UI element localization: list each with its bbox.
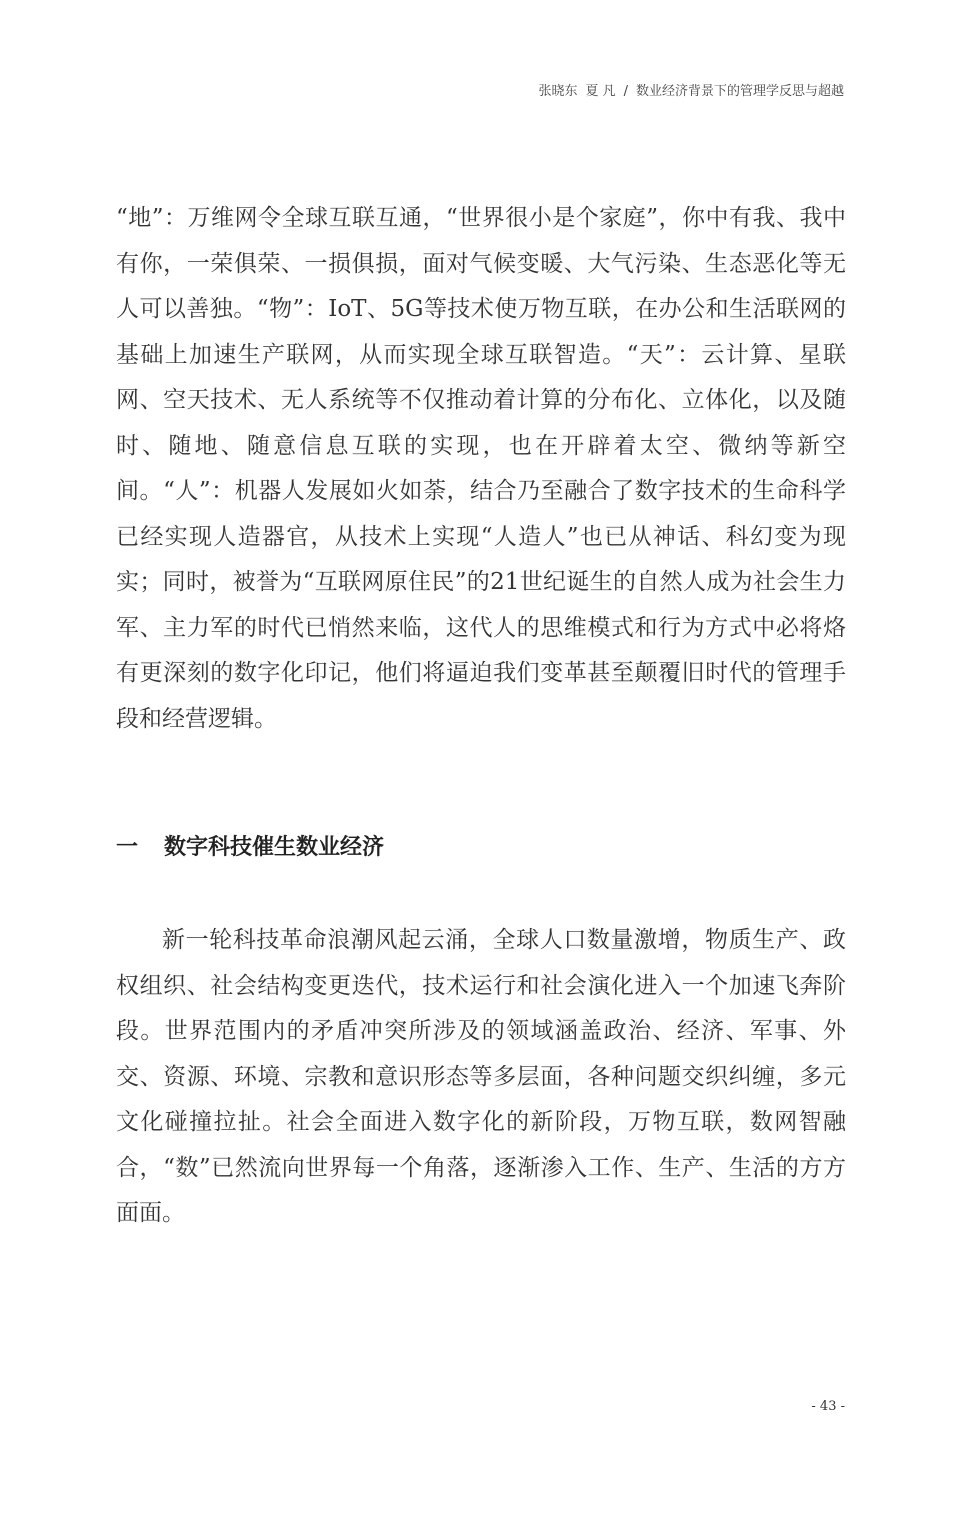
header-author-1: 张晓东	[538, 84, 578, 99]
section-title: 数字科技催生数业经济	[164, 835, 385, 860]
running-header	[538, 80, 844, 99]
section-heading	[116, 830, 384, 861]
section-number: 一	[116, 835, 139, 860]
header-separator: /	[623, 84, 628, 99]
paragraph-1: “地”：万维网令全球互联互通，“世界很小是个家庭”，你中有我、我中有你，一荣俱荣、一损俱损，面对气候变暖、大气污染、生态恶化等无人可以善独。“物”：IoT、5G等技术使万物互联，在办公和生活联网的基础上加速生产联网，从而实现全球互联智造。“天”：云计算、星联网、空天技术、无人系统等不仅推动着计算的分布化、立体化，以及随时、随地、随意信息互联的实现，也在开辟着太空、微纳等新空间。“人”：机器人发展如火如荼，结合乃至融合了数字技术的生命科学已经实现人造器官，从技术上实现“人造人”也已从神话、科幻变为现实；同时，被誉为“互联网原住民”的21世纪诞生的自然人成为社会生力军、主力军的时代已悄然来临，这代人的思维模式和行为方式中必将烙有更深刻的数字化印记，他们将逼迫我们变革甚至颠覆旧时代的管理手段和经营逻辑。	[116, 205, 846, 732]
paragraph-2: 新一轮科技革命浪潮风起云涌，全球人口数量激增，物质生产、政权组织、社会结构变更迭代，技术运行和社会演化进入一个加速飞奔阶段。世界范围内的矛盾冲突所涉及的领域涵盖政治、经济、军事、外交、资源、环境、宗教和意识形态等多层面，各种问题交织纠缠，多元文化碰撞拉扯。社会全面进入数字化的新阶段，万物互联，数网智融合，“数”已然流向世界每一个角落，逐渐渗入工作、生产、生活的方方面面。	[116, 927, 846, 1226]
header-article-title: 数业经济背景下的管理学反思与超越	[635, 84, 844, 99]
page-number: - 43 -	[811, 1399, 845, 1414]
header-author-2: 夏 凡	[585, 84, 616, 99]
